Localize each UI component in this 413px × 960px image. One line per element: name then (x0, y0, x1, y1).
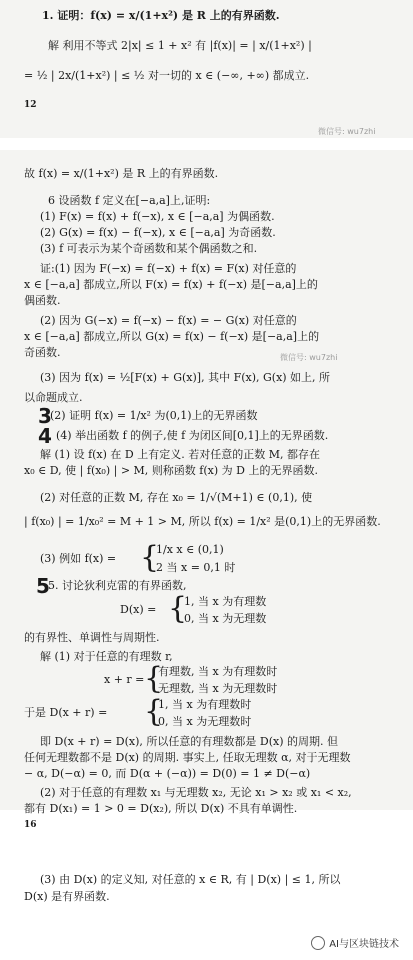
d-x-plus-r-label: 于是 D(x + r) = (24, 706, 108, 719)
answer-line-1: 解 (1) 设 f(x) 在 D 上有定义. 若对任意的正数 M, 都存在 (40, 448, 320, 461)
handwritten-mark-4: 4 (38, 424, 52, 448)
solution-5-line-6: 都有 D(x₁) = 1 > 0 = D(x₂), 所以 D(x) 不具有单调性. (24, 802, 298, 815)
proof-line-1: 证:(1) 因为 F(−x) = f(−x) + f(x) = F(x) 对任意的 (40, 262, 297, 275)
proof-line-6: 奇函数. (24, 346, 61, 359)
problem-5-subtitle: 的有界性、单调性与周期性. (24, 631, 160, 644)
proof-line-5: x ∈ [−a,a] 都成立,所以 G(x) = f(x) − f(−x) 是[−a,a]上的 (24, 330, 320, 343)
solution-5-line-3: 任何无理数都不是 D(x) 的周期. 事实上, 任取无理数 α, 对于无理数 (24, 751, 351, 764)
problem-6-part-2: (2) G(x) = f(x) − f(−x), x ∈ [−a,a] 为奇函数. (40, 226, 276, 239)
x-plus-r-label: x + r = (104, 673, 145, 686)
brace-icon: { (168, 591, 188, 626)
dirichlet-label: D(x) = (120, 603, 157, 616)
brace-icon: { (140, 540, 160, 575)
page-number: 12 (24, 100, 37, 110)
conclusion-line: 故 f(x) = x/(1+x²) 是 R 上的有界函数. (24, 167, 219, 180)
page-gap (0, 138, 413, 150)
solution-5-line-5: (2) 对于任意的有理数 x₁ 与无理数 x₂, 无论 x₁ > x₂ 或 x₁ < x₂, (40, 786, 352, 799)
problem-1-title: 1. 证明：f(x) = x/(1+x²) 是 R 上的有界函数. (42, 9, 280, 22)
answer-line-4: | f(x₀) | = 1/x₀² = M + 1 > M, 所以 f(x) = 1/x² 是(0,1)上的无界函数. (24, 515, 381, 528)
answer-line-3: (2) 对任意的正数 M, 存在 x₀ = 1/√(M+1) ∈ (0,1), 使 (40, 491, 313, 504)
wechat-icon (311, 936, 325, 950)
solution-5-line-8: D(x) 是有界函数. (24, 890, 110, 903)
problem-6-title: 6 设函数 f 定义在[−a,a]上,证明: (48, 194, 211, 207)
solution-line-1: 解 利用不等式 2|x| ≤ 1 + x² 有 |f(x)| = | x/(1+x²) | (48, 39, 312, 52)
x-plus-r-case-1: 有理数, 当 x 为有理数时 (158, 665, 278, 678)
example-case-2: 2 当 x = 0,1 时 (156, 561, 236, 574)
example-case-1: 1/x x ∈ (0,1) (156, 543, 224, 556)
proof-line-2: x ∈ [−a,a] 都成立,所以 F(x) = f(x) + f(−x) 是[−a,a]上的 (24, 278, 318, 291)
solution-5-line-2: 即 D(x + r) = D(x), 所以任意的有理数都是 D(x) 的周期. 但 (40, 735, 338, 748)
proof-line-4: (2) 因为 G(−x) = f(−x) − f(x) = − G(x) 对任意的 (40, 314, 297, 327)
problem-5-title: 5. 讨论狄利克雷的有界函数, (48, 579, 187, 592)
problem-3-part-2: (2) 证明 f(x) = 1/x² 为(0,1)上的无界函数 (50, 409, 258, 422)
d-x-plus-r-case-1: 1, 当 x 为有理数时 (158, 698, 252, 711)
problem-3-part-4: (4) 举出函数 f 的例子,使 f 为闭区间[0,1]上的无界函数. (56, 429, 329, 442)
handwritten-mark-5: 5 (36, 574, 50, 598)
proof-line-7: (3) 因为 f(x) = ½[F(x) + G(x)], 其中 F(x), G(x) 如上, 所 (40, 371, 331, 384)
problem-6-part-3: (3) f 可表示为某个奇函数和某个偶函数之和. (40, 242, 258, 255)
problem-6-part-1: (1) F(x) = f(x) + f(−x), x ∈ [−a,a] 为偶函数. (40, 210, 275, 223)
proof-line-8: 以命题成立. (24, 391, 83, 404)
dirichlet-case-1: 1, 当 x 为有理数 (184, 595, 267, 608)
dirichlet-case-2: 0, 当 x 为无理数 (184, 612, 267, 625)
brace-icon: { (144, 661, 164, 696)
solution-5-line-1: 解 (1) 对于任意的有理数 r, (40, 650, 173, 663)
proof-line-3: 偶函数. (24, 294, 61, 307)
x-plus-r-case-2: 无理数, 当 x 为无理数时 (158, 682, 278, 695)
watermark-text-2: 微信号: wu7zhi (280, 353, 338, 362)
d-x-plus-r-case-2: 0, 当 x 为无理数时 (158, 715, 252, 728)
handwritten-mark-3: 3 (38, 404, 52, 428)
solution-5-line-7: (3) 由 D(x) 的定义知, 对任意的 x ∈ R, 有 | D(x) | ≤ 1, 所以 (40, 873, 341, 886)
watermark-text: 微信号: wu7zhi (318, 127, 376, 136)
page-number-16: 16 (24, 820, 37, 830)
brand-badge (311, 935, 399, 950)
solution-line-2: = ½ | 2x/(1+x²) | ≤ ½ 对一切的 x ∈ (−∞, +∞) 都成立. (24, 69, 310, 82)
brand-name: AI与区块链技术 (329, 939, 399, 950)
example-function-label: (3) 例如 f(x) = (40, 552, 117, 565)
solution-5-line-4: − α, D(−α) = 0, 而 D(α + (−α)) = D(0) = 1 ≠ D(−α) (24, 767, 311, 780)
answer-line-2: x₀ ∈ D, 使 | f(x₀) | > M, 则称函数 f(x) 为 D 上的无界函数. (24, 464, 318, 477)
brace-icon: { (144, 694, 164, 729)
